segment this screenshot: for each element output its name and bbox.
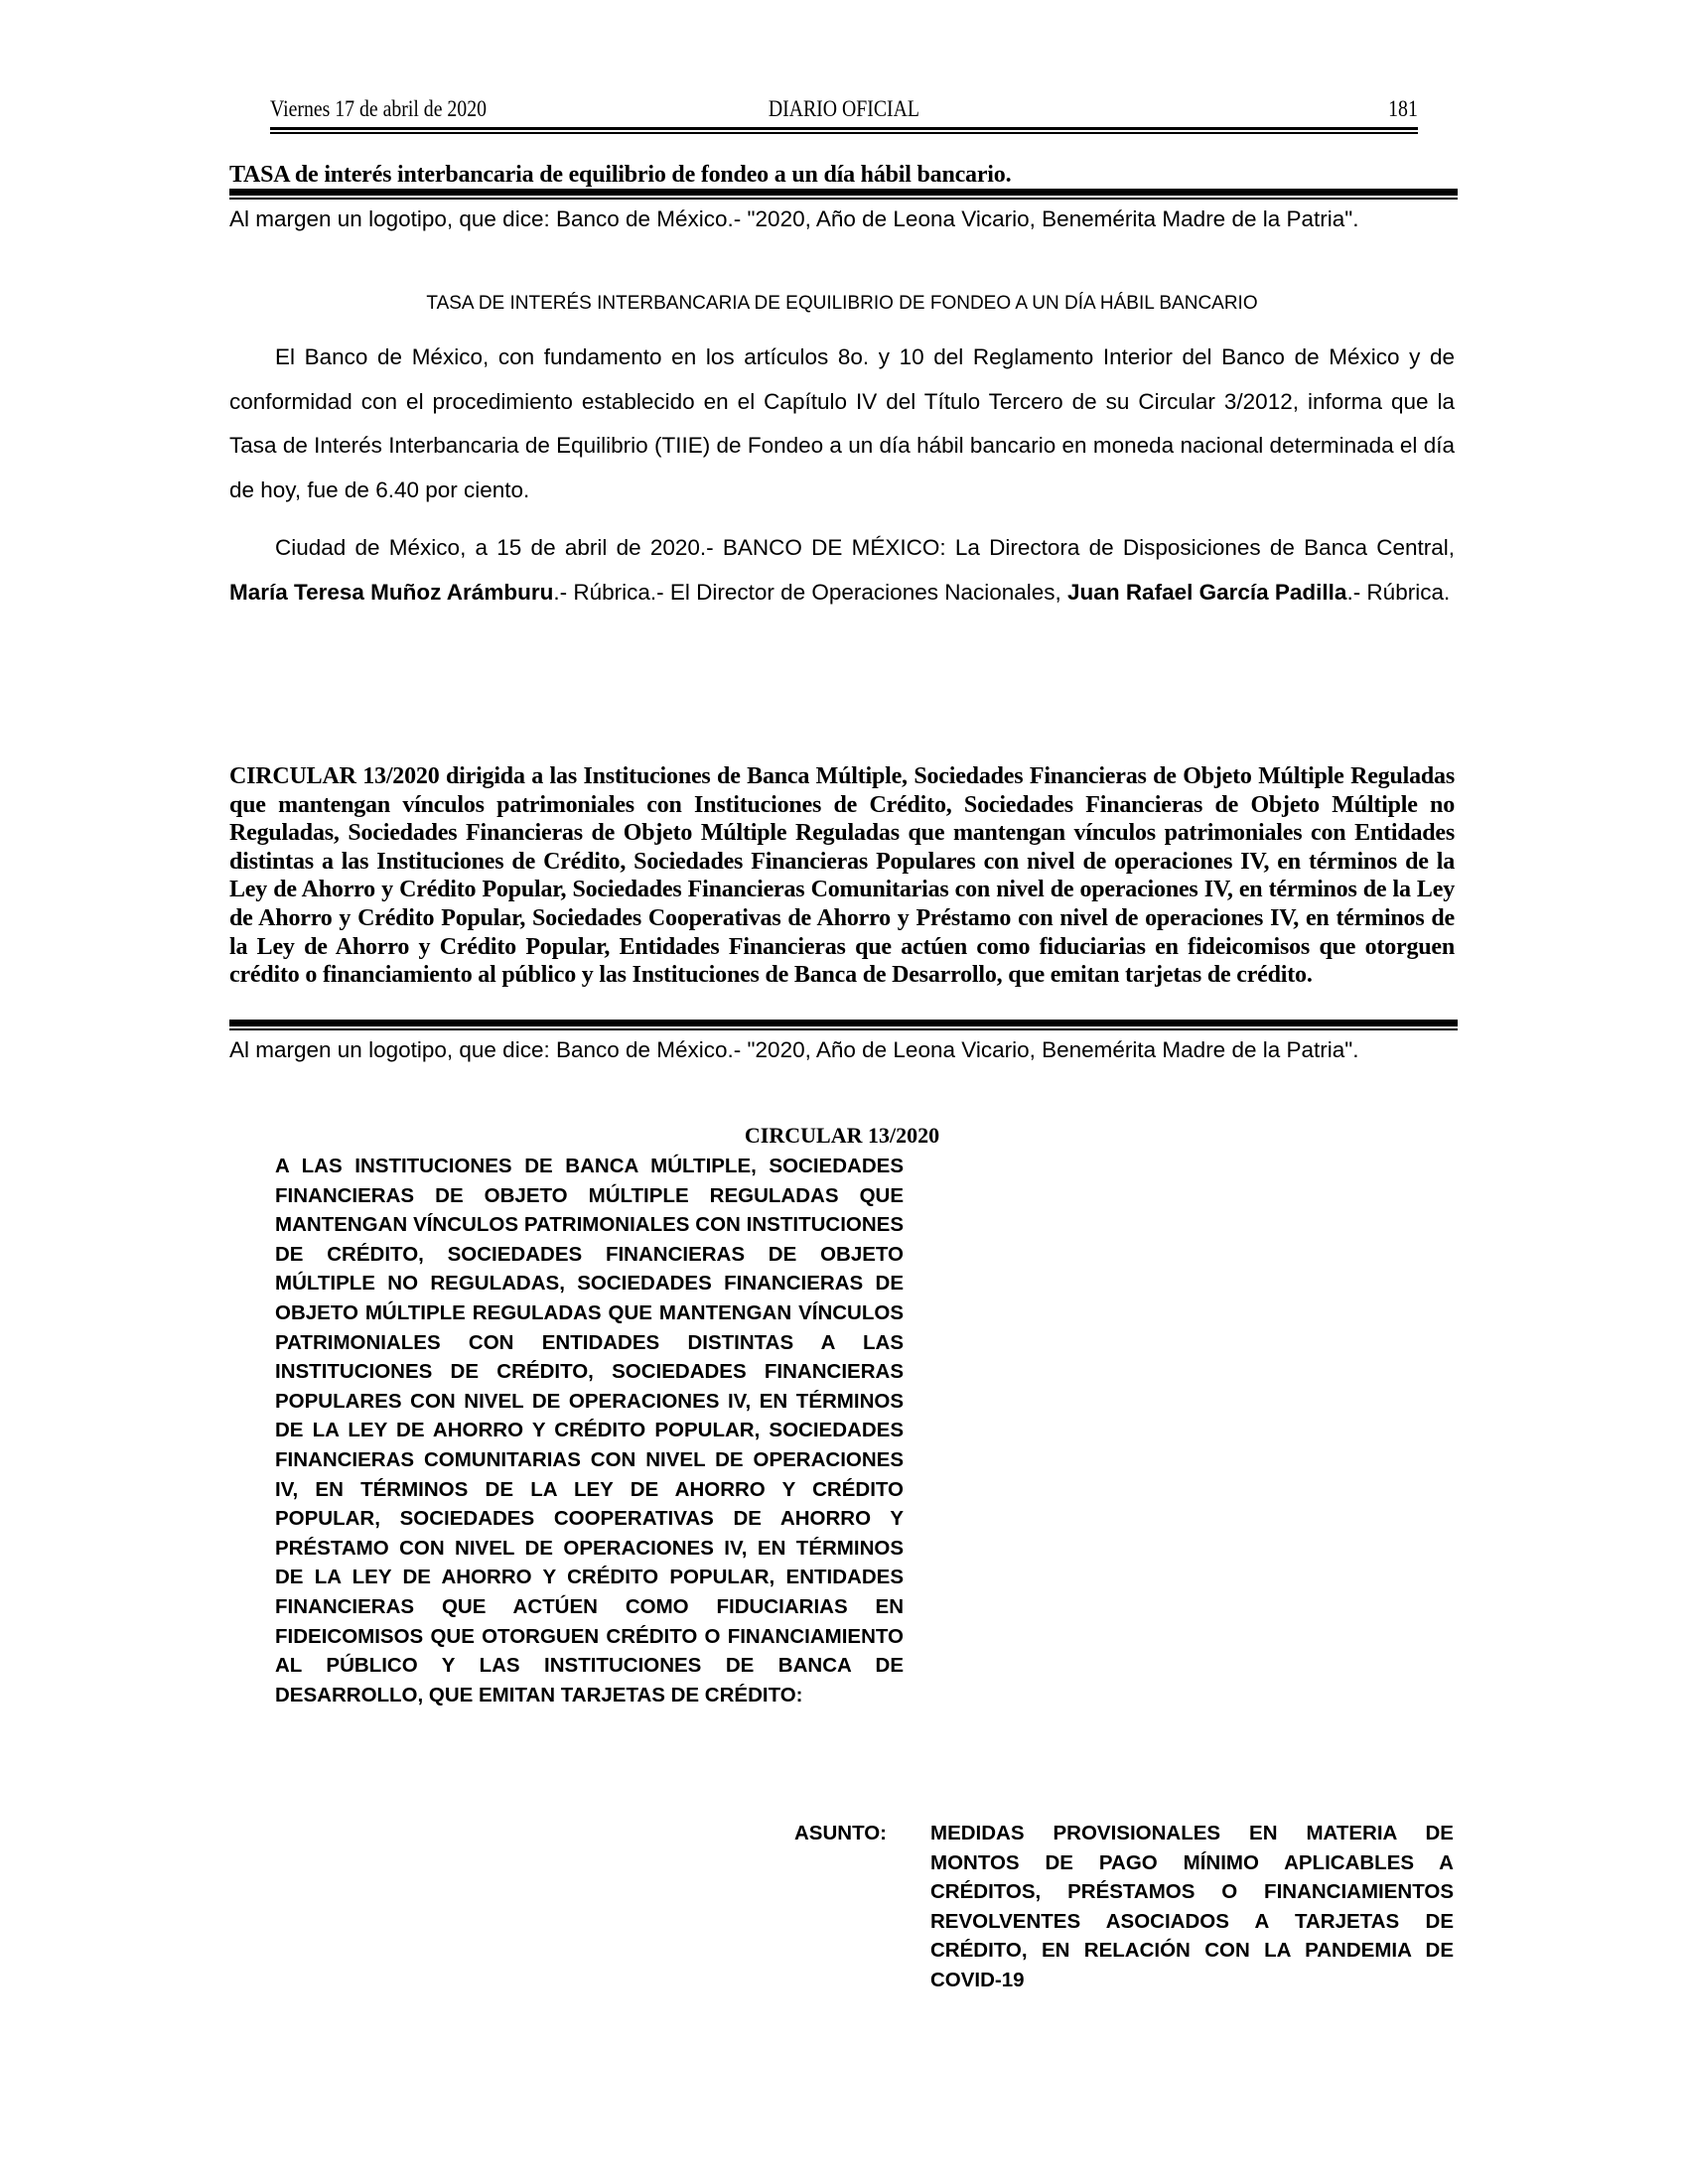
header-rule-thin (270, 132, 1418, 134)
section2-rule-thick (229, 1020, 1458, 1026)
section1-rule-thin (229, 198, 1458, 200)
section1-heading: TASA DE INTERÉS INTERBANCARIA DE EQUILIBRIO DE FONDEO A UN DÍA HÁBIL BANCARIO (426, 293, 1258, 314)
signature-text-2: .- Rúbrica.- El Director de Operaciones Nacionales, (553, 579, 1068, 605)
signature-text-3: .- Rúbrica. (1346, 579, 1451, 605)
section1-signature-paragraph (229, 526, 1455, 614)
header-rule-thick (270, 127, 1418, 130)
signer-1: María Teresa Muñoz Arámburu (229, 579, 554, 605)
circular-addressee: A LAS INSTITUCIONES DE BANCA MÚLTIPLE, SOCIEDADES FINANCIERAS DE OBJETO MÚLTIPLE REGULADAS QUE MANTENGAN VÍNCULOS PATRIMONIALES CON INSTITUCIONES DE CRÉDITO, SOCIEDADES FINANCIERAS DE OBJETO MÚLTIPLE NO REGULADAS, SOCIEDADES FINANCIERAS DE OBJETO MÚLTIPLE REGULADAS QUE MANTENGAN VÍNCULOS PATRIMONIALES CON ENTIDADES DISTINTAS A LAS INSTITUCIONES DE CRÉDITO, SOCIEDADES FINANCIERAS POPULARES CON NIVEL DE OPERACIONES IV, EN TÉRMINOS DE LA LEY DE AHORRO Y CRÉDITO POPULAR, SOCIEDADES FINANCIERAS COMUNITARIAS CON NIVEL DE OPERACIONES IV, EN TÉRMINOS DE LA LEY DE AHORRO Y CRÉDITO POPULAR, SOCIEDADES COOPERATIVAS DE AHORRO Y PRÉSTAMO CON NIVEL DE OPERACIONES IV, EN TÉRMINOS DE LA LEY DE AHORRO Y CRÉDITO POPULAR, ENTIDADES FINANCIERAS QUE ACTÚEN COMO FIDUCIARIAS EN FIDEICOMISOS QUE OTORGUEN CRÉDITO O FINANCIAMIENTO AL PÚBLICO Y LAS INSTITUCIONES DE BANCA DE DESARROLLO, QUE EMITAN TARJETAS DE CRÉDITO: (275, 1155, 904, 1706)
section1-margin-note: Al margen un logotipo, que dice: Banco de México.- "2020, Año de Leona Vicario, Benemérita Madre de la Patria". (229, 206, 1359, 231)
signature-text-1: Ciudad de México, a 15 de abril de 2020.- BANCO DE MÉXICO: La Directora de Disposiciones de Banca Central, (275, 535, 1455, 560)
section1-rule-thick (229, 189, 1458, 196)
circular-title: CIRCULAR 13/2020 (744, 1123, 940, 1148)
section2-title: CIRCULAR 13/2020 dirigida a las Instituciones de Banca Múltiple, Sociedades Financieras de Objeto Múltiple Reguladas que mantengan vínculos patrimoniales con Instituciones de Crédito, Sociedades Financieras de Objeto Múltiple no Reguladas, Sociedades Financieras de Objeto Múltiple Reguladas que mantengan vínculos patrimoniales con Entidades distintas a las Instituciones de Crédito, Sociedades Financieras Populares con nivel de operaciones IV, en términos de la Ley de Ahorro y Crédito Popular, Sociedades Financieras Comunitarias con nivel de operaciones IV, en términos de la Ley de Ahorro y Crédito Popular, Sociedades Cooperativas de Ahorro y Préstamo con nivel de operaciones IV, en términos de la Ley de Ahorro y Crédito Popular, Entidades Financieras que actúen como fiduciarias en fideicomisos que otorguen crédito o financiamiento al público y las Instituciones de Banca de Desarrollo, que emitan tarjetas de crédito. (229, 763, 1455, 989)
section2-rule-thin (229, 1028, 1458, 1030)
subject-label: ASUNTO: (794, 1822, 888, 1844)
subject-text: MEDIDAS PROVISIONALES EN MATERIA DE MONTOS DE PAGO MÍNIMO APLICABLES A CRÉDITOS, PRÉSTAMOS O FINANCIAMIENTOS REVOLVENTES ASOCIADOS A TARJETAS DE CRÉDITO, EN RELACIÓN CON LA PANDEMIA DE COVID-19 (930, 1822, 1454, 1991)
signer-2: Juan Rafael García Padilla (1067, 579, 1347, 605)
section1-paragraph: El Banco de México, con fundamento en los artículos 8o. y 10 del Reglamento Interior del Banco de México y de conformidad con el procedimiento establecido en el Capítulo IV del Título Tercero de su Circular 3/2012, informa que la Tasa de Interés Interbancaria de Equilibrio (TIIE) de Fondeo a un día hábil bancario en moneda nacional determinada el día de hoy, fue de 6.40 por ciento. (229, 344, 1455, 502)
header-page-number: 181 (1388, 96, 1418, 121)
running-header (270, 95, 1418, 123)
header-publication: DIARIO OFICIAL (768, 96, 920, 121)
section2-margin-note: Al margen un logotipo, que dice: Banco de México.- "2020, Año de Leona Vicario, Benemérita Madre de la Patria". (229, 1037, 1359, 1062)
section1-heavy-rule (229, 189, 1458, 200)
header-double-rule (270, 127, 1418, 135)
section1-title: TASA de interés interbancaria de equilibrio de fondeo a un día hábil bancario. (229, 162, 1012, 188)
section2-heavy-rule (229, 1020, 1458, 1030)
header-date: Viernes 17 de abril de 2020 (270, 96, 487, 121)
